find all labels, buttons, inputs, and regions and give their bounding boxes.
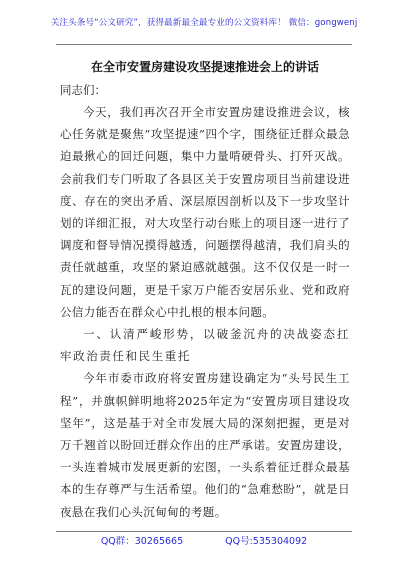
document-title: 在全市安置房建设攻坚提速推进会上的讲话 <box>90 60 319 74</box>
footer-divider <box>56 531 352 532</box>
section-heading: 一、认清严峻形势，以破釜沉舟的决战姿态扛牢政治责任和民生重托 <box>60 327 350 364</box>
document-body <box>60 50 350 523</box>
header-divider <box>56 44 352 45</box>
footer-qq-group: QQ群：30265665 <box>100 536 184 547</box>
salutation: 同志们： <box>60 83 106 97</box>
footer-qq: QQ号:535304092 <box>225 536 308 547</box>
paragraph: 今年市委市政府将安置房建设确定为“头号民生工程”，并旗帜鲜明地将2025年定为“安置房项目建设攻坚年”，这是基于对全市发展大局的深刻把握，更是对万千翘首以盼回迁群众作出的庄严承诺。安置房建设，一头连着城市发展更新的宏图，一头系着征迁群众最基本的生存尊严与生活希望。他们的“急难愁盼”，就是日夜悬在我们心头沉甸甸的考题。 <box>60 371 350 519</box>
footer <box>0 533 408 553</box>
banner-text: 关注头条号“公文研究”，获得最新最全最专业的公文资料库！ 微信：gongwenj <box>50 18 358 28</box>
paragraph: 今天，我们再次召开全市安置房建设推进会议，核心任务就是聚焦“攻坚提速”四个字，围绕征迁群众最急迫最揪心的回迁问题，集中力量啃硬骨头、打歼灭战。会前我们专门听取了各县区关于安置房项目当前建设进度、存在的突出矛盾、深层原因剖析以及下一步攻坚计划的详细汇报，对大攻坚行动台账上的项目逐一进行了调度和督导情况摸得越透，问题摆得越清，我们肩头的责任就越重，攻坚的紧迫感就越强。这不仅仅是一时一瓦的建设问题，更是千家万户能否安居乐业、党和政府公信力能否在群众心中扎根的根本问题。 <box>60 105 350 319</box>
header-banner <box>0 0 408 44</box>
